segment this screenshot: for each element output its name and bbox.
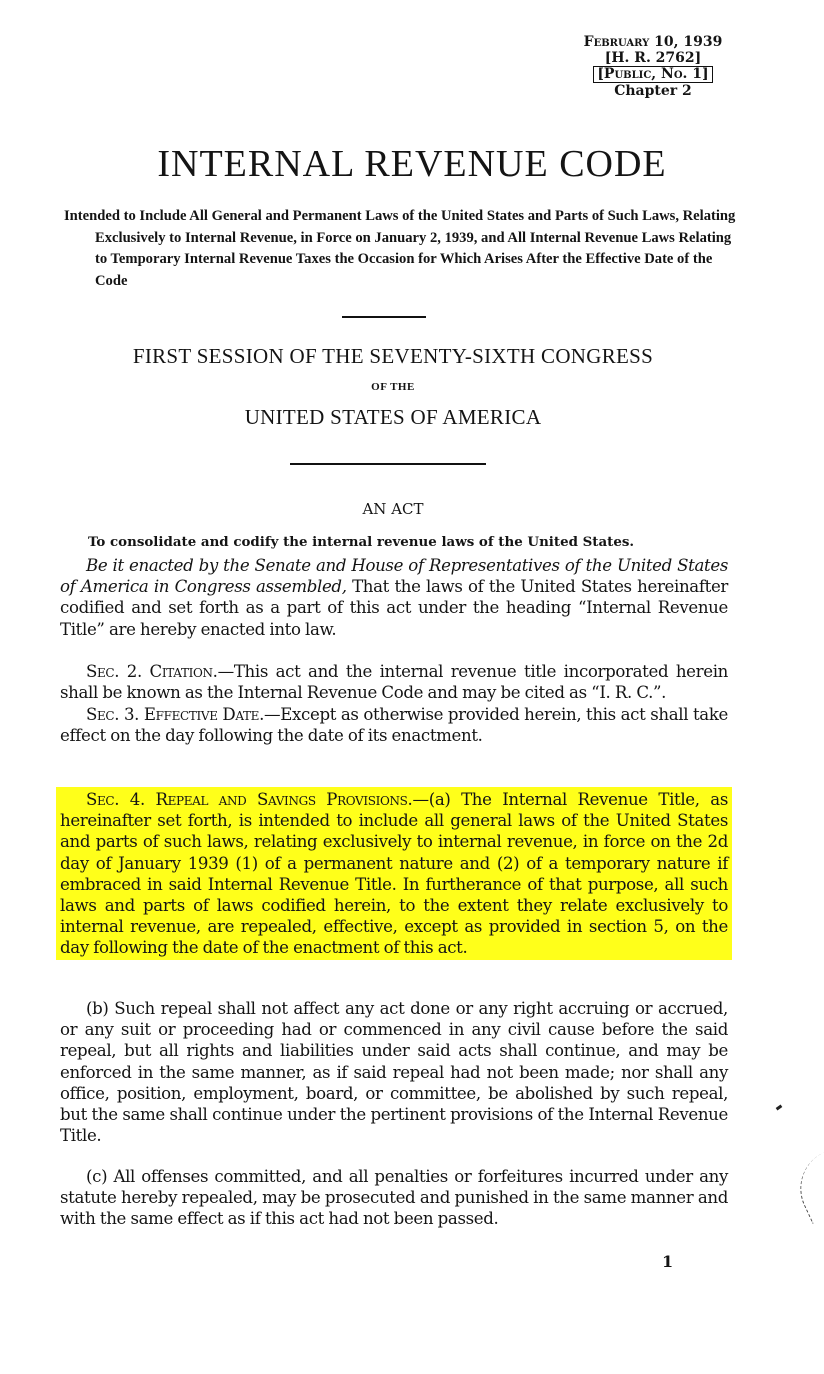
section-3-label: Sec. 3. Effective Date. (86, 705, 265, 724)
document-subtitle: Intended to Include All General and Permanent Laws of the United States and Parts of Such Laws, Relating Exclusively to Internal Revenue, in Force on January 2, 1939, and All Internal Revenue Laws Relating to Temporary Internal Revenue Taxes the Occasion for Which Arises After the Effective Date of the Code (64, 208, 736, 289)
divider-rule (290, 463, 486, 465)
country-heading: UNITED STATES OF AMERICA (244, 405, 542, 429)
section-4-subsection-c (60, 1166, 728, 1230)
act-purpose: To consolidate and codify the internal revenue laws of the United States. (88, 534, 635, 550)
document-title: INTERNAL REVENUE CODE (157, 143, 667, 185)
scan-artifact-curve (787, 1152, 824, 1224)
subsection-c-text: (c) All offenses committed, and all penalties or forfeitures incurred under any statute hereby repealed, may be prosecuted and punished in the same manner and with the same effect as if this act had not been passed. (60, 1167, 728, 1229)
section-3 (60, 704, 728, 746)
section-4-subsection-b (60, 998, 728, 1146)
section-4-label: Sec. 4. Repeal and Savings Provisions. (86, 790, 413, 809)
enacting-formula: Be it enacted by the Senate and House of Representatives of the United States of America in Congress assembled, (60, 556, 728, 597)
enacting-text: That the laws of the United States hereinafter codified and set forth as a part of this act under the heading “Internal Revenue Title” are hereby enacted into law. (60, 577, 729, 639)
section-4-highlighted (56, 787, 732, 960)
section-2-label: Sec. 2. Citation. (86, 662, 218, 681)
section-2 (60, 661, 728, 703)
section-3-text: —Except as otherwise provided herein, this act shall take effect on the day following the date of its enactment. (60, 705, 728, 746)
section-4-text: —(a) The Internal Revenue Title, as hereinafter set forth, is intended to include all general laws of the United States and parts of such laws, relating exclusively to internal revenue, in force on the 2d day of January 1939 (1) of a permanent nature and (2) of a temporary nature if embraced in said Internal Revenue Title. In furtherance of that purpose, all such laws and parts of laws codified herein, to the extent they relate exclusively to internal revenue, are repealed, effective, except as provided in section 5, on the day following the date of the enactment of this act. (60, 790, 728, 958)
section-2-text: —This act and the internal revenue title incorporated herein shall be known as the Internal Revenue Code and may be cited as “I. R. C.”. (60, 662, 728, 703)
scan-artifact (776, 1105, 783, 1111)
session-heading: FIRST SESSION OF THE SEVENTY-SIXTH CONGRESS (132, 344, 654, 368)
enactment-date: February 10, 1939 (583, 34, 723, 50)
session-connector: OF THE (371, 381, 415, 393)
enacting-clause (60, 555, 728, 640)
act-heading: AN ACT (362, 500, 424, 518)
chapter-label: Chapter 2 (614, 83, 692, 99)
bill-number: [H. R. 2762] (604, 50, 702, 66)
subsection-b-text: (b) Such repeal shall not affect any act done or any right accruing or accrued, or any suit or proceeding had or commenced in any civil cause before the said repeal, but all rights and liabilities under said acts shall continue, and may be enforced in the same manner, as if said repeal had not been made; nor shall any office, position, employment, board, or committee, be abolished by such repeal, but the same shall continue under the pertinent provisions of the Internal Revenue Title. (60, 999, 728, 1146)
public-law-number: [Public, No. 1] (593, 66, 712, 83)
page-number: 1 (662, 1252, 674, 1271)
divider-rule (342, 316, 426, 318)
header-citation-block (578, 34, 728, 99)
